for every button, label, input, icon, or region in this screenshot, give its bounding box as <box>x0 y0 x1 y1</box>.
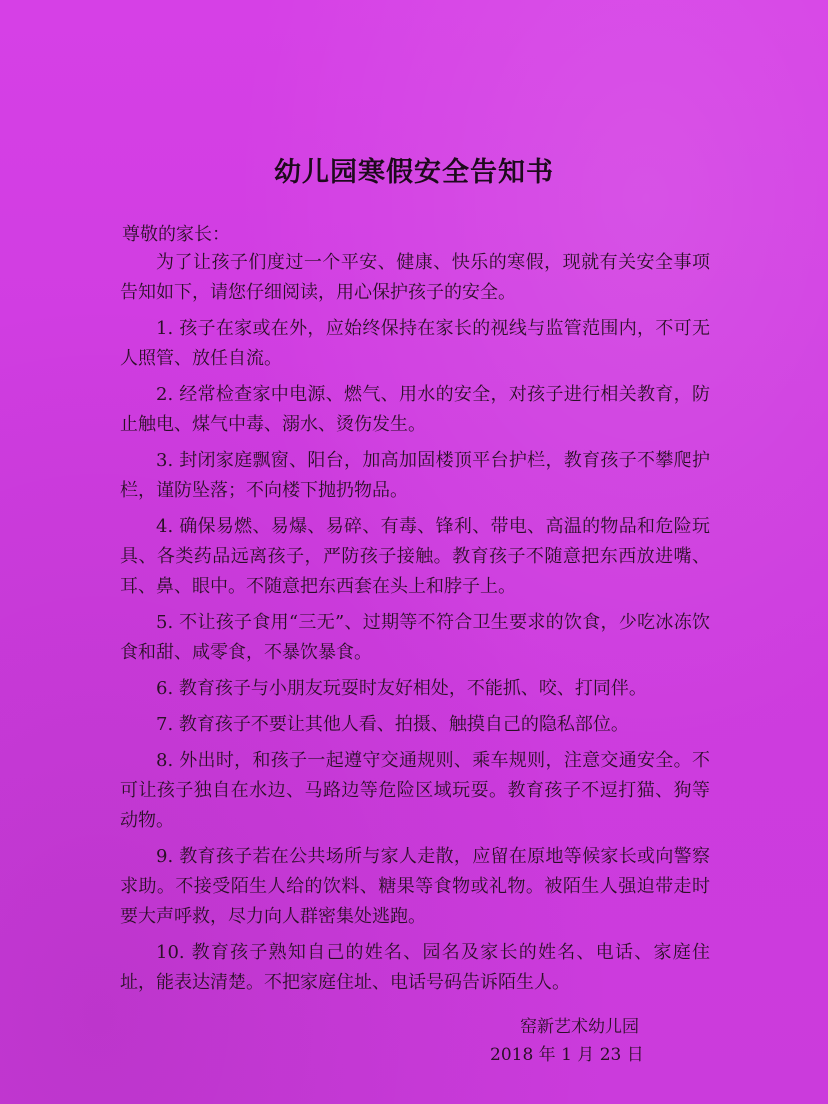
signature-organization: 窑新艺术幼儿园 <box>520 1017 639 1037</box>
salutation: 尊敬的家长： <box>122 224 230 245</box>
notice-item-7: 7. 教育孩子不要让其他人看、拍摄、触摸自己的隐私部位。 <box>156 714 629 735</box>
notice-item-3: 3. 封闭家庭飘窗、阳台，加高加固楼顶平台护栏，教育孩子不攀爬护栏，谨防坠落；不向楼下抛扔物品。 <box>120 450 710 501</box>
signature-block <box>490 1013 690 1069</box>
notice-item-10: 10. 教育孩子熟知自己的姓名、园名及家长的姓名、电话、家庭住址，能表达清楚。不把家庭住址、电话号码告诉陌生人。 <box>120 942 710 993</box>
notice-item-1: 1. 孩子在家或在外，应始终保持在家长的视线与监管范围内，不可无人照管、放任自流。 <box>120 318 710 369</box>
document-body <box>120 248 710 1004</box>
intro-paragraph: 为了让孩子们度过一个平安、健康、快乐的寒假，现就有关安全事项告知如下，请您仔细阅读，用心保护孩子的安全。 <box>120 252 710 303</box>
document-title: 幼儿园寒假安全告知书 <box>274 157 554 188</box>
notice-item-4: 4. 确保易燃、易爆、易碎、有毒、锋利、带电、高温的物品和危险玩具、各类药品远离孩子，严防孩子接触。教育孩子不随意把东西放进嘴、耳、鼻、眼中。不随意把东西套在头上和脖子上。 <box>120 516 710 597</box>
notice-item-2: 2. 经常检查家中电源、燃气、用水的安全，对孩子进行相关教育，防止触电、煤气中毒、溺水、烫伤发生。 <box>120 384 710 435</box>
notice-item-8: 8. 外出时，和孩子一起遵守交通规则、乘车规则，注意交通安全。不可让孩子独自在水边、马路边等危险区域玩耍。教育孩子不逗打猫、狗等动物。 <box>120 750 710 831</box>
signature-date: 2018 年 1 月 23 日 <box>490 1045 644 1065</box>
notice-item-5: 5. 不让孩子食用“三无”、过期等不符合卫生要求的饮食，少吃冰冻饮食和甜、咸零食，不暴饮暴食。 <box>120 612 710 663</box>
notice-item-9: 9. 教育孩子若在公共场所与家人走散，应留在原地等候家长或向警察求助。不接受陌生人给的饮料、糖果等食物或礼物。被陌生人强迫带走时要大声呼救，尽力向人群密集处逃跑。 <box>120 846 710 927</box>
notice-item-6: 6. 教育孩子与小朋友玩耍时友好相处，不能抓、咬、打同伴。 <box>156 678 647 699</box>
